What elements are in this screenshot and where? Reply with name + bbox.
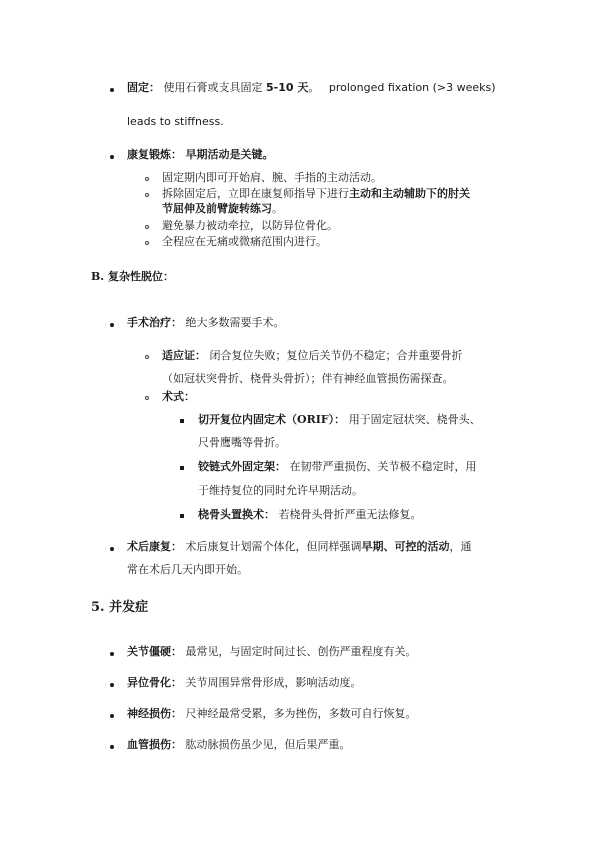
bullet-disc-icon <box>110 745 114 749</box>
surgery-label: 手术治疗： <box>127 316 182 329</box>
rehab-item-2-end: 。 <box>272 202 283 215</box>
rehab-item-2-bold2: 节屈伸及前臂旋转练习 <box>162 202 272 215</box>
bullet-circle-icon <box>145 396 149 400</box>
rehab-item-2-text: 拆除固定后，立即在康复师指导下进行 <box>162 187 349 200</box>
complication-4-text: 肱动脉损伤虽少见，但后果严重。 <box>185 738 351 751</box>
complication-2 <box>127 676 362 690</box>
surgery-line <box>127 316 285 330</box>
bullet-disc-icon <box>110 683 114 687</box>
bullet-square-icon <box>180 419 184 423</box>
complication-2-text: 关节周围异常骨形成，影响活动度。 <box>185 676 362 689</box>
rehab-item-2-bold: 主动和主动辅助下的肘关 <box>349 187 470 200</box>
postop-line1 <box>127 540 472 554</box>
rehab-item-2 <box>162 187 470 201</box>
complication-1 <box>127 645 417 659</box>
fixation-line1 <box>127 81 496 95</box>
method-orif-line1 <box>198 413 481 427</box>
method-orif-text: 用于固定冠状突、桡骨头、 <box>348 413 481 426</box>
bullet-circle-icon <box>145 177 149 181</box>
surgery-text: 绝大多数需要手术。 <box>185 316 285 329</box>
postop-text2: ，通 <box>449 540 472 553</box>
postop-emph: 早期、可控的活动 <box>361 540 450 553</box>
method-hinge-line1 <box>198 460 477 474</box>
fixation-text2: 。 <box>308 81 320 94</box>
rehab-key: 早期活动是关键。 <box>185 148 274 161</box>
indication-label: 适应证： <box>162 349 206 362</box>
method-hinge-text: 在韧带严重损伤、关节极不稳定时，用 <box>289 460 477 473</box>
bullet-disc-icon <box>110 88 114 92</box>
bullet-disc-icon <box>110 155 114 159</box>
bullet-circle-icon <box>145 225 149 229</box>
fixation-label: 固定： <box>127 81 160 94</box>
postop-label: 术后康复： <box>127 540 182 553</box>
complication-4-label: 血管损伤： <box>127 738 182 751</box>
fixation-days: 5-10 天 <box>266 81 309 94</box>
method-hinge-line2: 于维持复位的同时允许早期活动。 <box>198 484 363 497</box>
section-5-heading: 5. 并发症 <box>91 600 149 615</box>
method-hinge-label: 铰链式外固定架： <box>198 460 286 473</box>
bullet-circle-icon <box>145 355 149 359</box>
section-b-heading: B. 复杂性脱位： <box>91 270 174 283</box>
rehab-item-1: 固定期内即可开始肩、腕、手指的主动活动。 <box>162 171 382 184</box>
complication-3-label: 神经损伤： <box>127 707 182 720</box>
methods-label: 术式： <box>162 390 195 403</box>
postop-text1: 术后康复计划需个体化，但同样强调 <box>185 540 362 553</box>
bullet-disc-icon <box>110 323 114 327</box>
rehab-line <box>127 148 274 162</box>
complication-1-text: 最常见，与固定时间过长、创伤严重程度有关。 <box>185 645 417 658</box>
complication-2-label: 异位骨化： <box>127 676 182 689</box>
bullet-disc-icon <box>110 547 114 551</box>
complication-3-text: 尺神经最常受累，多为挫伤，多数可自行恢复。 <box>185 707 417 720</box>
fixation-english: prolonged fixation (>3 weeks) <box>328 81 496 94</box>
complication-4 <box>127 738 351 752</box>
indication-line1 <box>162 349 463 363</box>
rehab-item-4: 全程应在无痛或微痛范围内进行。 <box>162 235 327 248</box>
indication-line2: （如冠状突骨折、桡骨头骨折）；伴有神经血管损伤需探查。 <box>162 372 454 385</box>
bullet-disc-icon <box>110 652 114 656</box>
method-orif-line2: 尺骨鹰嘴等骨折。 <box>198 436 286 449</box>
rehab-item-3: 避免暴力被动牵拉，以防异位骨化。 <box>162 219 338 232</box>
fixation-line2: leads to stiffness. <box>127 115 224 128</box>
bullet-square-icon <box>180 514 184 518</box>
bullet-square-icon <box>180 466 184 470</box>
rehab-item-2-cont <box>162 202 283 216</box>
indication-text: 闭合复位失败；复位后关节仍不稳定；合并重要骨折 <box>209 349 463 362</box>
complication-1-label: 关节僵硬： <box>127 645 182 658</box>
fixation-text: 使用石膏或支具固定 <box>163 81 263 94</box>
rehab-label: 康复锻炼： <box>127 148 182 161</box>
method-radial-label: 桡骨头置换术： <box>198 508 275 521</box>
method-radial-line1 <box>198 508 422 522</box>
method-radial-text: 若桡骨头骨折严重无法修复。 <box>278 508 422 521</box>
postop-line2: 常在术后几天内即开始。 <box>127 563 248 576</box>
method-orif-label: 切开复位内固定术（ORIF）： <box>198 413 346 426</box>
bullet-circle-icon <box>145 193 149 197</box>
bullet-circle-icon <box>145 241 149 245</box>
bullet-disc-icon <box>110 714 114 718</box>
complication-3 <box>127 707 417 721</box>
